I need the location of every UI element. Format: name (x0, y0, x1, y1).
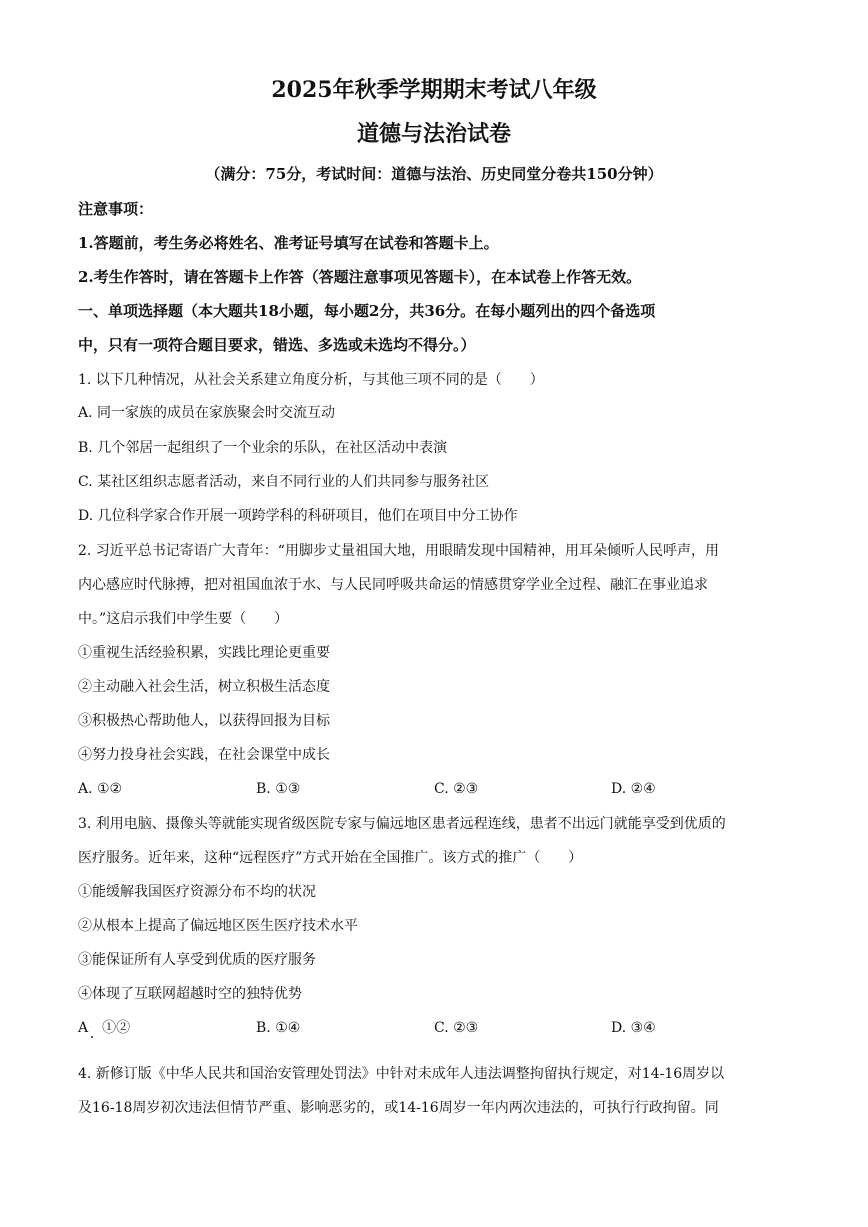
q2-statement-1: ①重视生活经验积累，实践比理论更重要 (78, 645, 330, 661)
q3-stem-line2: 医疗服务。近年来，这种“远程医疗”方式开始在全国推广。该方式的推广（ ） (78, 850, 583, 866)
q3-statement-3: ③能保证所有人享受到优质的医疗服务 (78, 952, 316, 968)
q2-option-b: B. ①③ (256, 781, 301, 797)
q3-option-c: C. ②③ (434, 1020, 479, 1036)
exam-title: 2025年秋季学期期末考试八年级 (271, 77, 597, 103)
q3-statement-1: ①能缓解我国医疗资源分布不均的状况 (78, 884, 316, 900)
q2-option-c: C. ②③ (434, 781, 479, 797)
q3-option-a: A ①② (78, 1020, 131, 1036)
exam-subject-title: 道德与法治试卷 (356, 121, 511, 147)
notice-item-1: 1.答题前，考生务必将姓名、准考证号填写在试卷和答题卡上。 (78, 234, 499, 252)
q2-statement-2: ②主动融入社会生活，树立积极生活态度 (78, 679, 330, 695)
q2-options (78, 779, 790, 799)
q3-option-b: B. ①④ (256, 1020, 301, 1036)
q3-statement-4: ④体现了互联网超越时空的独特优势 (78, 986, 302, 1002)
exam-info: （满分：75分，考试时间：道德与法治、历史同堂分卷共150分钟） (205, 165, 663, 183)
q1-stem: 1. 以下几种情况，从社会关系建立角度分析，与其他三项不同的是（ ） (78, 372, 544, 388)
q2-option-d: D. ②④ (611, 781, 656, 797)
section-heading-line1: 一、单项选择题（本大题共18小题，每小题2分，共36分。在每小题列出的四个备选项 (78, 302, 656, 320)
q1-option-c: C. 某社区组织志愿者活动，来自不同行业的人们共同参与服务社区 (78, 474, 490, 490)
q2-stem-line3: 中。”这启示我们中学生要（ ） (78, 611, 289, 627)
q2-stem-line1: 2. 习近平总书记寄语广大青年：“用脚步丈量祖国大地，用眼睛发现中国精神，用耳朵倾听人民呼声，用 (78, 543, 719, 559)
q2-statement-3: ③积极热心帮助他人，以获得回报为目标 (78, 713, 330, 729)
q3-statement-2: ②从根本上提高了偏远地区医生医疗技术水平 (78, 918, 358, 934)
q1-option-b: B. 几个邻居一起组织了一个业余的乐队，在社区活动中表演 (78, 440, 448, 456)
q1-option-d: D. 几位科学家合作开展一项跨学科的科研项目，他们在项目中分工协作 (78, 508, 518, 524)
q2-statement-4: ④努力投身社会实践，在社会课堂中成长 (78, 747, 330, 763)
q2-stem-line2: 内心感应时代脉搏，把对祖国血浓于水、与人民同呼吸共命运的情感贯穿学业全过程、融汇在事业追求 (78, 577, 708, 593)
q3-stem-line1: 3. 利用电脑、摄像头等就能实现省级医院专家与偏远地区患者远程连线，患者不出远门就能享受到优质的 (78, 816, 726, 832)
q3-options (78, 1018, 790, 1038)
q2-option-a: A. ①② (78, 781, 123, 797)
q3-option-d: D. ③④ (611, 1020, 656, 1036)
notice-item-2: 2.考生作答时，请在答题卡上作答（答题注意事项见答题卡），在本试卷上作答无效。 (78, 268, 642, 286)
q1-option-a: A. 同一家族的成员在家族聚会时交流互动 (78, 405, 336, 421)
notice-heading: 注意事项： (78, 200, 154, 218)
q4-stem-line1: 4. 新修订版《中华人民共和国治安管理处罚法》中针对未成年人违法调整拘留执行规定，对14-16周岁以 (78, 1066, 725, 1082)
stray-mark (91, 1036, 93, 1038)
section-heading-line2: 中，只有一项符合题目要求，错选、多选或未选均不得分。） (78, 336, 476, 354)
q4-stem-line2: 及16-18周岁初次违法但情节严重、影响恶劣的，或14-16周岁一年内两次违法的，可执行行政拘留。同 (78, 1100, 719, 1116)
